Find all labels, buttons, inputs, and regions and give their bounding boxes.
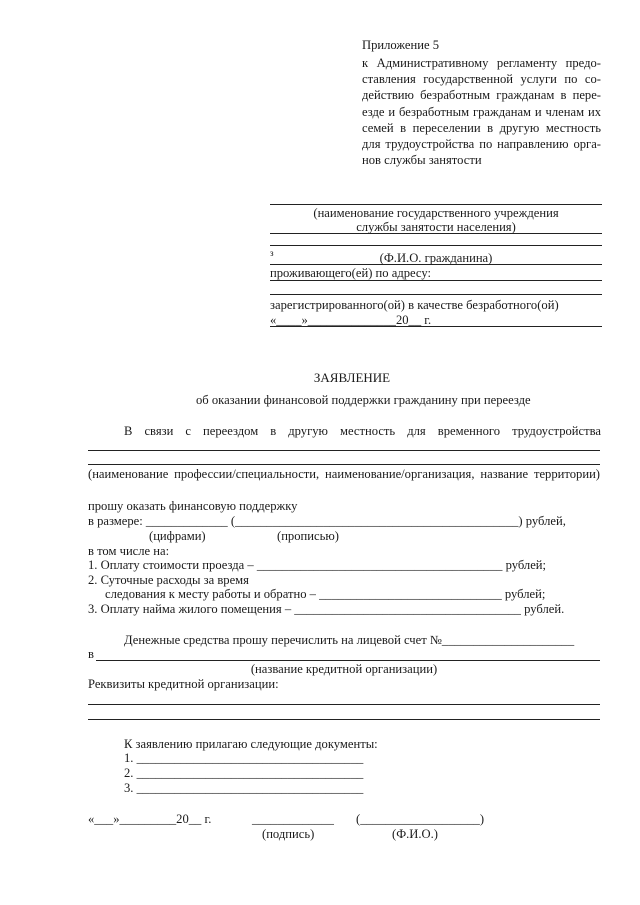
org-line — [270, 204, 602, 205]
request-text: прошу оказать финансовую поддержку — [88, 499, 298, 513]
addressee-date: «____»______________20__ г. — [270, 313, 432, 327]
registered-label: зарегистрированного(ой) в качестве безработного(ой) — [270, 298, 559, 312]
appendix-line: нов службы занятости — [362, 153, 482, 168]
item-daily-2: следования к месту работы и обратно – _____________________________ рублей; — [105, 587, 546, 601]
profession-line-1 — [88, 450, 600, 451]
attachments-intro: К заявлению прилагаю следующие документы: — [124, 737, 378, 751]
org-line-2 — [270, 233, 602, 234]
attachment-item: 2. ____________________________________ — [124, 766, 364, 780]
bank-line — [96, 660, 600, 661]
fio-signature-line: (___________________) — [356, 812, 485, 826]
fio-line — [270, 245, 602, 246]
appendix-text — [362, 55, 601, 168]
address-line-2 — [270, 294, 602, 295]
document-title: ЗАЯВЛЕНИЕ — [313, 370, 391, 385]
residing-label: проживающего(ей) по адресу: — [270, 266, 431, 280]
fio-mark: з — [270, 248, 274, 258]
profession-caption: (наименование профессии/специальности, наименование/организация, название территории) — [88, 467, 600, 481]
fio-caption: (Ф.И.О. гражданина) — [379, 251, 493, 265]
document-subtitle: об оказании финансовой поддержки гражданину при переезде — [196, 393, 531, 407]
appendix-line: к Административному регламенту предо- — [362, 56, 601, 70]
including-label: в том числе на: — [88, 544, 170, 558]
org-caption-1: (наименование государственного учреждения — [313, 206, 559, 220]
appendix-line: ставления государственной услуги по со- — [362, 72, 601, 87]
transfer-text: Денежные средства прошу перечислить на лицевой счет №_____________________ — [124, 633, 575, 647]
amount-line: в размере: _____________ (_____________________________________________) рублей, — [88, 514, 566, 528]
profession-line-2 — [88, 464, 600, 465]
appendix-line: семей в переселении в другую местность — [362, 120, 601, 135]
item-daily-1: 2. Суточные расходы за время — [88, 573, 249, 587]
item-housing: 3. Оплату найма жилого помещения – ____________________________________ рублей. — [88, 602, 565, 616]
footer-fio-caption: (Ф.И.О.) — [392, 827, 438, 841]
attachment-item: 1. ____________________________________ — [124, 751, 364, 765]
item-travel: 1. Оплату стоимости проезда – _______________________________________ рублей; — [88, 558, 547, 572]
date-underline — [270, 326, 602, 327]
address-line-1 — [270, 280, 602, 281]
signature-line: _____________ — [252, 812, 334, 826]
bank-details-line-2 — [88, 719, 600, 720]
fio-line-2 — [270, 264, 602, 265]
footer-date: «___»_________20__ г. — [88, 812, 212, 826]
signature-caption: (подпись) — [262, 827, 315, 841]
amount-digits-caption: (цифрами) — [149, 529, 206, 543]
bank-caption: (название кредитной организации) — [250, 662, 438, 676]
bank-details-line-1 — [88, 704, 600, 705]
bank-details-label: Реквизиты кредитной организации: — [88, 677, 279, 691]
attachment-item: 3. ____________________________________ — [124, 781, 364, 795]
amount-words-caption: (прописью) — [277, 529, 339, 543]
appendix-line: действию безработным гражданам в пере- — [362, 88, 601, 103]
appendix-title: Приложение 5 — [362, 38, 440, 52]
in-prefix: в — [88, 647, 94, 661]
appendix-line: езде и безработным гражданам и членам их — [362, 104, 601, 119]
org-caption-2: службы занятости населения) — [356, 220, 516, 234]
intro-text: В связи с переездом в другую местность для временного трудоустройства — [124, 424, 601, 438]
appendix-line: для трудоустройства по направлению орга- — [362, 137, 601, 152]
